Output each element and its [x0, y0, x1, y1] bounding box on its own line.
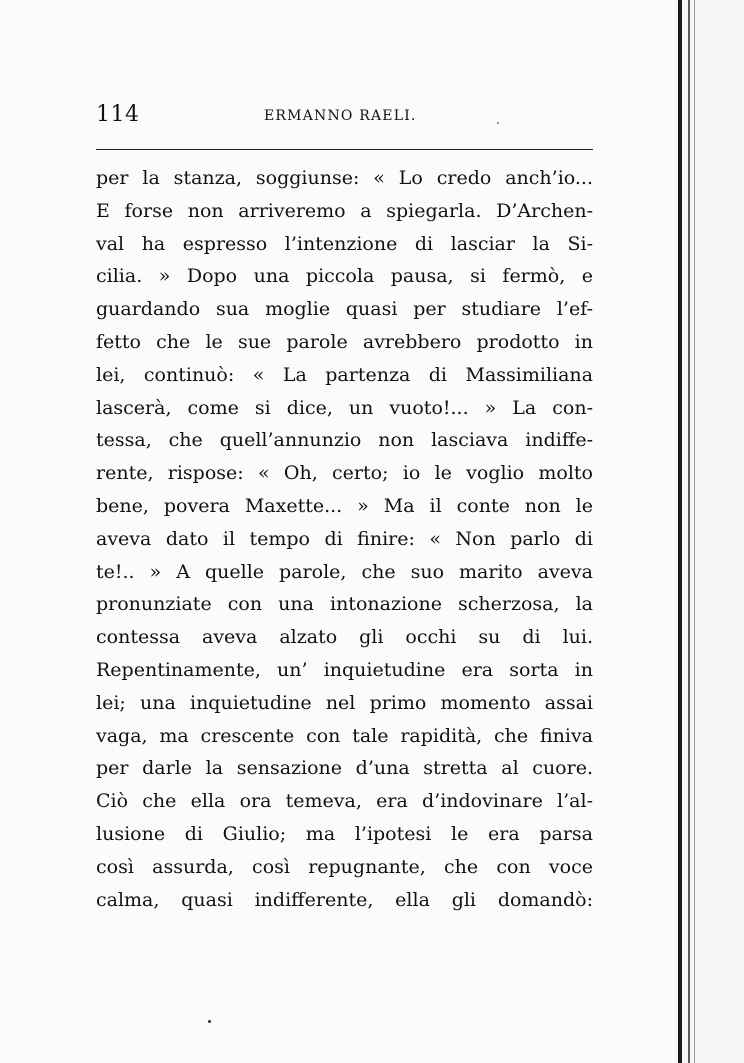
- text-line: lascerà, come si dice, un vuoto!... » La con-: [96, 396, 593, 419]
- text-line: bene, povera Maxette... » Ma il conte non le: [96, 494, 593, 517]
- text-line: lei; una inquietudine nel primo momento assai: [96, 691, 593, 714]
- text-line: E forse non arriveremo a spiegarla. D’Archen-: [96, 199, 593, 222]
- ink-speck: [497, 122, 499, 124]
- text-line: val ha espresso l’intenzione di lasciar la Si-: [96, 232, 593, 255]
- text-line: così assurda, così repugnante, che con voce: [96, 855, 593, 878]
- header-rule: [96, 149, 593, 150]
- text-line: pronunziate con una intonazione scherzosa, la: [96, 593, 593, 616]
- text-line: te!.. » A quelle parole, che suo marito aveva: [96, 560, 593, 583]
- text-line: fetto che le sue parole avrebbero prodotto in: [96, 330, 593, 353]
- text-line: calma, quasi indifferente, ella gli domandò:: [96, 888, 593, 911]
- text-line: Repentinamente, un’ inquietudine era sorta in: [96, 658, 593, 681]
- page-binding-edge: [676, 0, 744, 1063]
- text-line: cilia. » Dopo una piccola pausa, si fermò, e: [96, 265, 593, 288]
- text-line: per darle la sensazione d’una stretta al cuore.: [96, 757, 593, 780]
- text-line: rente, rispose: « Oh, certo; io le voglio molto: [96, 462, 593, 485]
- text-line: guardando sua moglie quasi per studiare l’ef-: [96, 298, 593, 321]
- page-header: [96, 102, 593, 134]
- text-line: per la stanza, soggiunse: « Lo credo anch’io...: [96, 167, 593, 189]
- text-line: lei, continuò: « La partenza di Massimiliana: [96, 363, 593, 386]
- text-line: Ciò che ella ora temeva, era d’indovinare l’al-: [96, 790, 593, 813]
- text-line: vaga, ma crescente con tale rapidità, che finiva: [96, 724, 593, 747]
- binding-shadow-line: [678, 0, 682, 1063]
- text-line: tessa, che quell’annunzio non lasciava indiffe-: [96, 429, 593, 452]
- running-title: ERMANNO RAELI.: [264, 108, 417, 124]
- binding-outer-line: [694, 0, 695, 1063]
- binding-inner-line: [688, 0, 690, 1063]
- text-line: lusione di Giulio; ma l’ipotesi le era parsa: [96, 822, 593, 845]
- text-line: contessa aveva alzato gli occhi su di lui.: [96, 626, 593, 649]
- page-number: 114: [96, 102, 140, 127]
- body-text: [96, 162, 593, 916]
- ink-speck: [208, 1020, 211, 1023]
- text-line: aveva dato il tempo di finire: « Non parlo di: [96, 527, 593, 550]
